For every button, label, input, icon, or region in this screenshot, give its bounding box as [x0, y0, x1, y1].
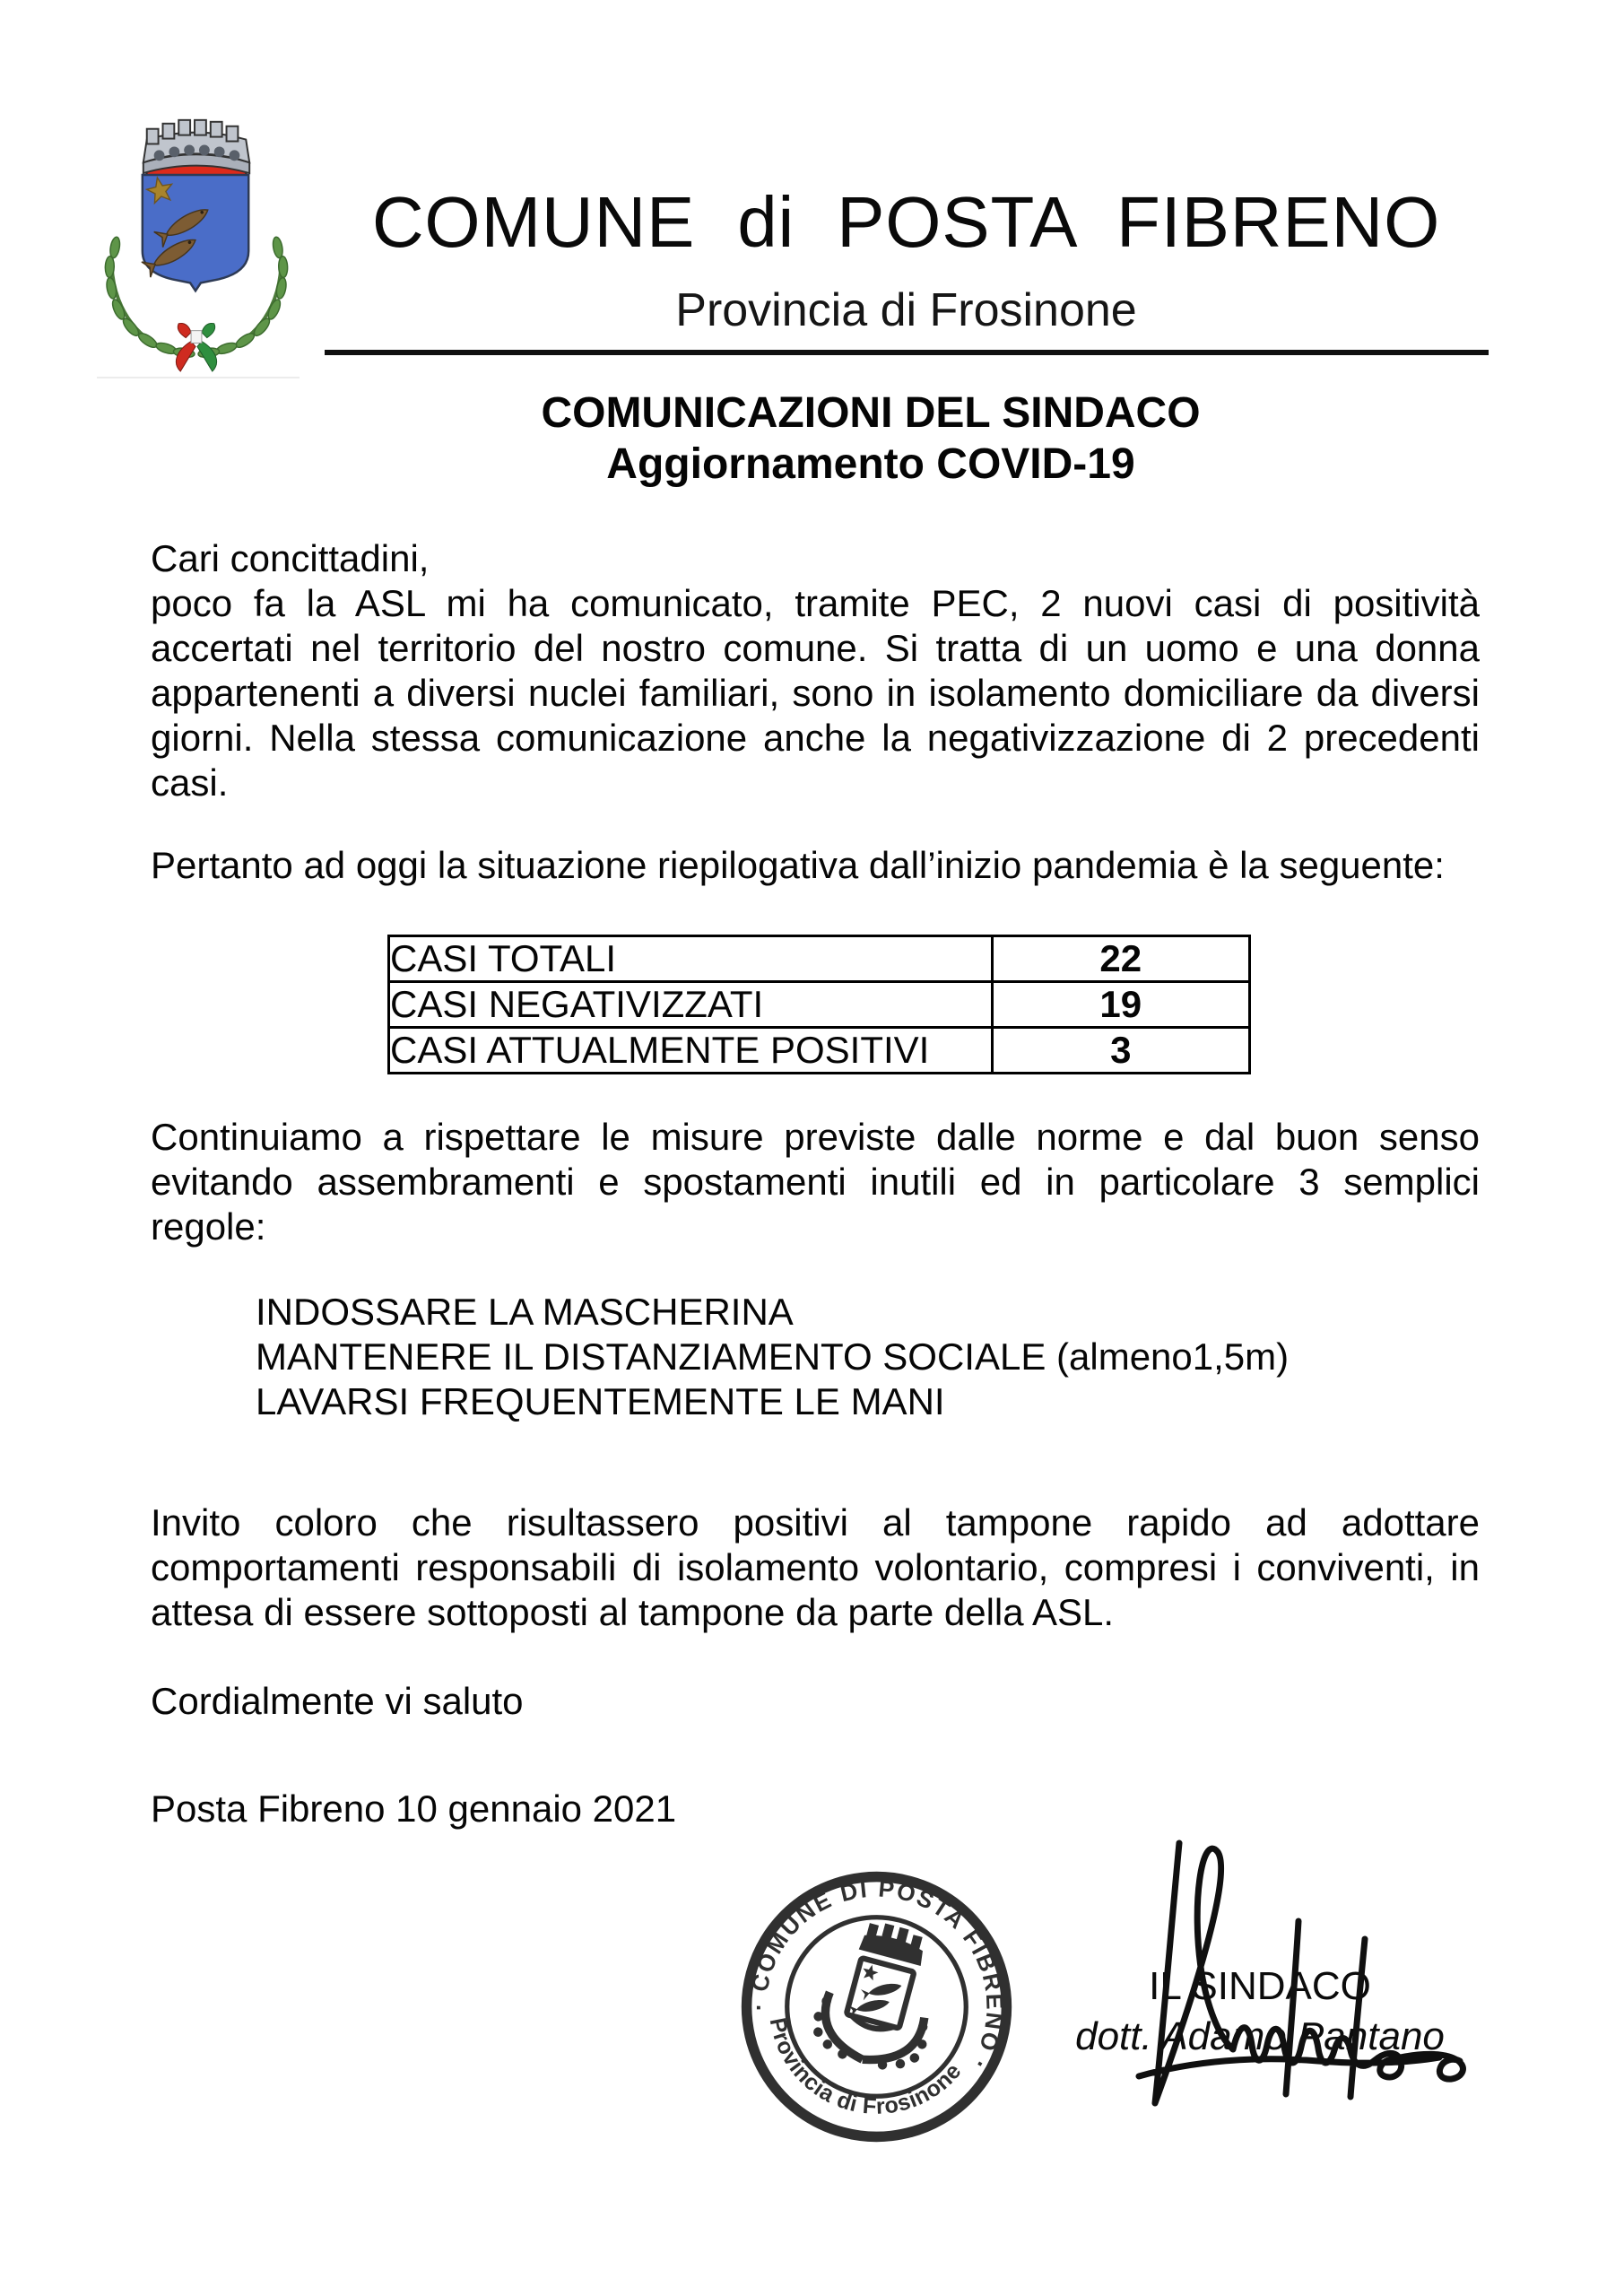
- list-item: MANTENERE IL DISTANZIAMENTO SOCIALE (almeno1,5m): [256, 1335, 1290, 1378]
- paragraph-intro: [151, 536, 1480, 805]
- paragraph-summary-lead: [151, 843, 1480, 888]
- paragraph-rules-lead: [151, 1115, 1480, 1249]
- paragraph-line: evitando assembramenti e spostamenti inutili ed in particolare 3 semplici: [151, 1161, 1480, 1203]
- paragraph-line: giorni. Nella stessa comunicazione anche la negativizzazione di 2 precedenti: [151, 717, 1480, 759]
- paragraph-line: attesa di essere sottoposti al tampone da parte della ASL.: [151, 1591, 1115, 1633]
- seal-arc-bottom-text: Provincia di Frosinone: [764, 2015, 967, 2120]
- table-cell-label: CASI ATTUALMENTE POSITIVI: [389, 1028, 993, 1074]
- paragraph-invitation: [151, 1500, 1480, 1635]
- shield-icon: [142, 175, 248, 291]
- coat-of-arms-icon: [97, 109, 296, 375]
- list-item: INDOSSARE LA MASCHERINA: [256, 1291, 794, 1333]
- covid-summary-table: [387, 935, 1251, 1074]
- table-cell-value: 3: [992, 1028, 1249, 1074]
- table-row: [389, 982, 1250, 1028]
- paragraph-line: casi.: [151, 761, 229, 804]
- paragraph-line: appartenenti a diversi nuclei familiari, sono in isolamento domiciliare da diversi: [151, 672, 1480, 714]
- notice-title: [206, 387, 1535, 490]
- paragraph-line: regole:: [151, 1205, 266, 1248]
- paragraph-line: Cari concittadini,: [151, 537, 430, 579]
- paragraph-line: comportamenti responsabili di isolamento volontario, compresi i conviventi, in: [151, 1546, 1480, 1588]
- notice-title-line1: COMUNICAZIONI DEL SINDACO: [541, 389, 1201, 437]
- table-row: [389, 936, 1250, 982]
- ribbon-icon: [176, 323, 216, 371]
- table-cell-label: CASI NEGATIVIZZATI: [389, 982, 993, 1028]
- paragraph-line: Invito coloro che risultassero positivi al tampone rapido ad adottare: [151, 1501, 1480, 1544]
- signature-role: IL SINDACO: [1149, 1964, 1371, 2008]
- notice-title-line2: Aggiornamento COVID-19: [606, 440, 1135, 488]
- paragraph-line: Posta Fibreno 10 gennaio 2021: [151, 1787, 677, 1830]
- paragraph-line: Pertanto ad oggi la situazione riepilogativa dall’inizio pandemia è la seguente:: [151, 844, 1445, 886]
- paragraph-line: Continuiamo a rispettare le misure previste dalle norme e dal buon senso: [151, 1116, 1480, 1158]
- table-cell-label: CASI TOTALI: [389, 936, 993, 982]
- handwritten-signature: [1112, 1821, 1489, 2126]
- municipal-seal: [735, 1866, 1018, 2148]
- list-item: LAVARSI FREQUENTEMENTE LE MANI: [256, 1380, 945, 1422]
- signature-name: dott. Adamo Pantano: [1075, 2014, 1445, 2058]
- page-title: COMUNE di POSTA FIBRENO: [371, 182, 1441, 262]
- seal-arc-top-text: · COMUNE DI POSTA FIBRENO ·: [744, 1874, 1009, 2076]
- table-row: [389, 1028, 1250, 1074]
- scan-artifact-line: [97, 377, 300, 378]
- paragraph-line: Cordialmente vi saluto: [151, 1680, 524, 1722]
- table-cell-value: 19: [992, 982, 1249, 1028]
- closing-salutation: [151, 1679, 1480, 1724]
- rules-list: [256, 1290, 1421, 1424]
- page-subtitle: Provincia di Frosinone: [675, 284, 1137, 336]
- table-cell-value: 22: [992, 936, 1249, 982]
- paragraph-line: accertati nel territorio del nostro comune. Si tratta di un uomo e una donna: [151, 627, 1480, 669]
- paragraph-line: poco fa la ASL mi ha comunicato, tramite PEC, 2 nuovi casi di positività: [151, 582, 1480, 624]
- header-divider: [325, 350, 1489, 355]
